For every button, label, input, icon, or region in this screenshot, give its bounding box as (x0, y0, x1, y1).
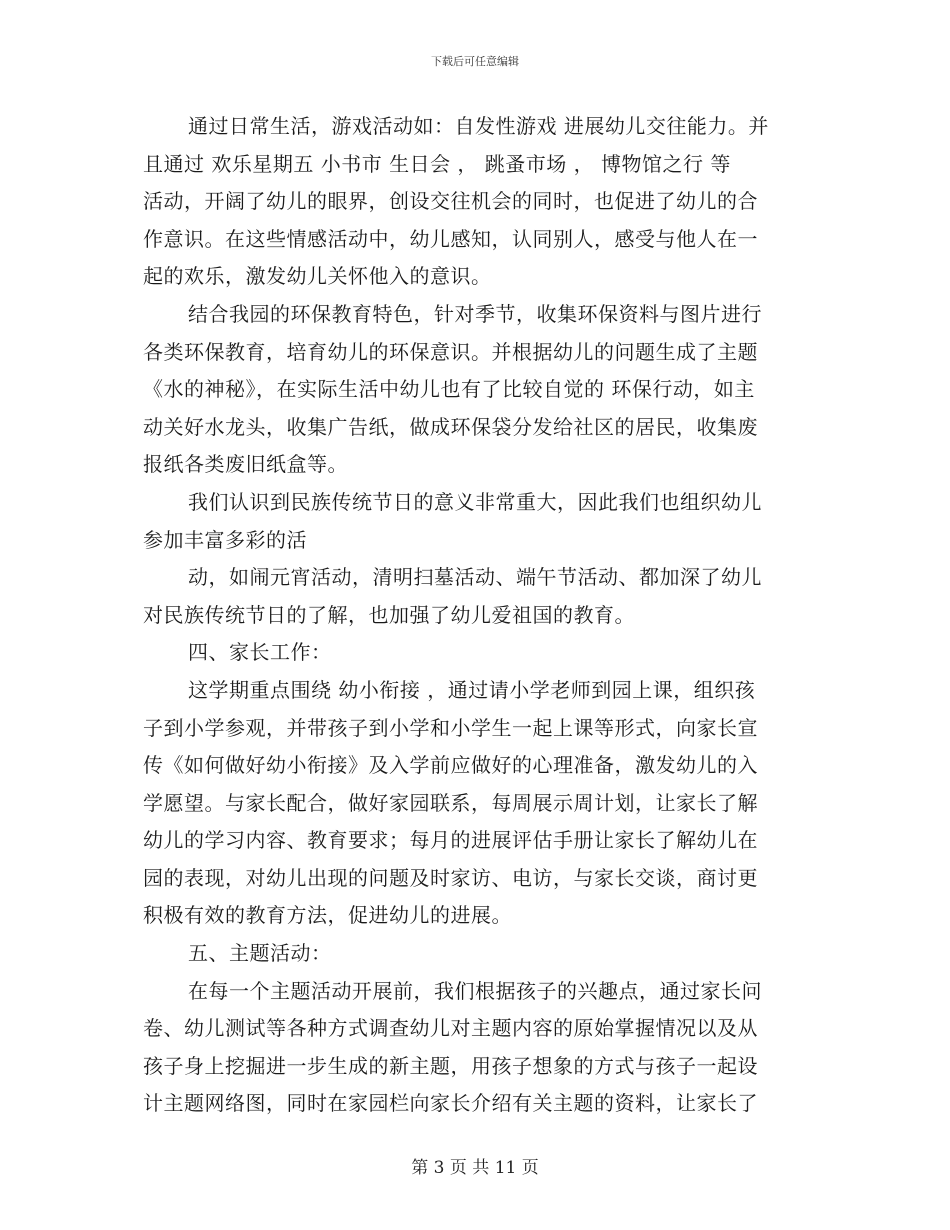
body-line: 传《如何做好幼小衔接》及入学前应做好的心理准备，激发幼儿的入 (143, 753, 758, 778)
page-number-footer: 第 3 页 共 11 页 (411, 1158, 539, 1178)
body-line: 动，如闹元宵活动，清明扫墓活动、端午节活动、都加深了幼儿 (188, 565, 762, 590)
body-line: 孩子身上挖掘进一步生成的新主题，用孩子想象的方式与孩子一起设 (143, 1053, 758, 1078)
body-line: 这学期重点围绕 幼小衔接 ，通过请小学老师到园上课，组织孩 (188, 677, 756, 702)
body-line: 结合我园的环保教育特色，针对季节，收集环保资料与图片进行 (188, 301, 762, 326)
body-line: 起的欢乐，激发幼儿关怀他入的意识。 (143, 264, 492, 289)
section-heading: 四、家长工作： (188, 640, 332, 665)
body-line: 《水的神秘》，在实际生活中幼儿也有了比较自觉的 环保行动，如主 (143, 377, 755, 402)
body-line: 园的表现，对幼儿出现的问题及时家访、电访，与家长交谈，商讨更 (143, 865, 758, 890)
body-line: 卷、幼儿测试等各种方式调查幼儿对主题内容的原始掌握情况以及从 (143, 1016, 758, 1041)
body-line: 且通过 欢乐星期五 小书市 生日会 ， 跳蚤市场 ， 博物馆之行 等 (143, 151, 731, 176)
body-line: 报纸各类废旧纸盒等。 (143, 452, 348, 477)
body-line: 我们认识到民族传统节日的意义非常重大，因此我们也组织幼儿 (188, 489, 762, 514)
body-line: 对民族传统节日的了解，也加强了幼儿爱祖国的教育。 (143, 602, 635, 627)
document-body (143, 108, 808, 1123)
body-line: 幼儿的学习内容、教育要求；每月的进展评估手册让家长了解幼儿在 (143, 828, 758, 853)
body-line: 动关好水龙头，收集广告纸，做成环保袋分发给社区的居民，收集废 (143, 414, 758, 439)
body-line: 计主题网络图，同时在家园栏向家长介绍有关主题的资料，让家长了 (143, 1091, 758, 1116)
body-line: 各类环保教育，培育幼儿的环保意识。并根据幼儿的问题生成了主题 (143, 339, 758, 364)
body-line: 活动，开阔了幼儿的眼界，创设交往机会的同时，也促进了幼儿的合 (143, 189, 758, 214)
body-line: 通过日常生活，游戏活动如：自发性游戏 进展幼儿交往能力。并 (188, 114, 769, 138)
body-line: 子到小学参观，并带孩子到小学和小学生一起上课等形式，向家长宣 (143, 715, 758, 740)
section-heading: 五、主题活动： (188, 941, 332, 966)
body-line: 学愿望。与家长配合，做好家园联系，每周展示周计划，让家长了解 (143, 790, 758, 815)
body-line: 积极有效的教育方法，促进幼儿的进展。 (143, 903, 512, 928)
body-line: 在每一个主题活动开展前，我们根据孩子的兴趣点，通过家长问 (188, 978, 762, 1003)
body-line: 作意识。在这些情感活动中，幼儿感知，认同别人，感受与他人在一 (143, 226, 758, 251)
body-line: 参加丰富多彩的活 (143, 527, 307, 552)
page-header-note: 下载后可任意编辑 (431, 55, 519, 68)
